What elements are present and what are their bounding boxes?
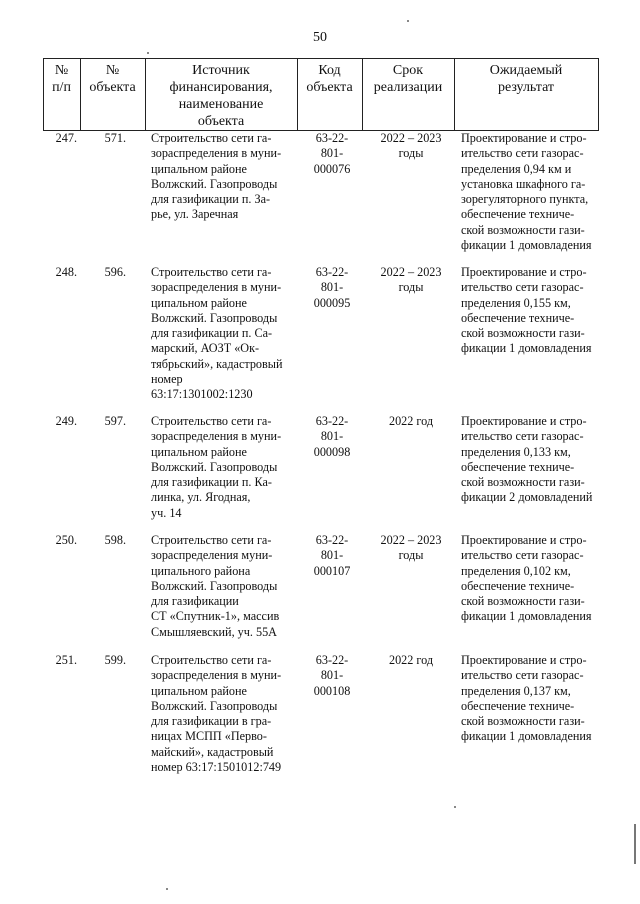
scan-speck: [147, 52, 149, 54]
object-number: 598.: [104, 533, 126, 547]
implementation-term: 2022 год: [388, 414, 434, 428]
object-name: Строительство сети га- зораспределения муни- ципального района Волжский. Газопроводы для газификации СТ «Спутник-1», массив Смышляевский, уч. 55А: [151, 533, 280, 639]
row-number: 250.: [55, 533, 77, 547]
header-term: Срок реализации: [373, 63, 443, 95]
implementation-term: 2022 – 2023 годы: [380, 533, 442, 563]
expected-result: Проектирование и стро- ительство сети газорас- пределения 0,155 км, обеспечение техниче- ской возможности гази- фикации 1 домовладения: [461, 265, 592, 356]
row-number: 249.: [55, 414, 77, 428]
implementation-term: 2022 – 2023 годы: [380, 265, 442, 295]
expected-result: Проектирование и стро- ительство сети газорас- пределения 0,133 км, обеспечение техниче- ской возможности гази- фикации 2 домовладений: [461, 414, 593, 505]
header-code: Код объекта: [306, 63, 353, 95]
expected-result: Проектирование и стро- ительство сети газорас- пределения 0,137 км, обеспечение техниче- ской возможности гази- фикации 1 домовладения: [461, 653, 592, 744]
object-code: 63-22- 801- 000098: [313, 414, 351, 459]
header-top-border: [43, 58, 599, 59]
object-code: 63-22- 801- 000108: [313, 653, 351, 698]
header-object-number: № объекта: [89, 63, 136, 95]
expected-result: Проектирование и стро- ительство сети газорас- пределения 0,102 км, обеспечение техниче- ской возможности гази- фикации 1 домовладения: [461, 533, 592, 624]
object-code: 63-22- 801- 000095: [313, 265, 351, 310]
row-number: 251.: [55, 653, 77, 667]
expected-result: Проектирование и стро- ительство сети газорас- пределения 0,94 км и установка шкафного га- зорегуляторного пункта, обеспечение техниче- ской возможности гази- фикации 1 домовладения: [461, 131, 592, 253]
object-code: 63-22- 801- 000107: [313, 533, 351, 578]
header-num: № п/п: [52, 63, 71, 95]
header-source: Источник финансирования, наименование объекта: [169, 63, 273, 129]
header-result: Ожидаемый результат: [489, 63, 563, 95]
object-name: Строительство сети га- зораспределения в муни- ципальном районе Волжский. Газопроводы для газификации п. Ка- линка, ул. Ягодная, уч. 14: [151, 414, 282, 520]
object-code: 63-22- 801- 000076: [313, 131, 351, 176]
page-number: 50: [313, 30, 327, 45]
scan-edge-mark: [634, 824, 636, 864]
object-number: 597.: [104, 414, 126, 428]
object-number: 596.: [104, 265, 126, 279]
object-name: Строительство сети га- зораспределения в муни- ципальном районе Волжский. Газопроводы для газификации п. За- рье, ул. Заречная: [151, 131, 282, 222]
scan-speck: [454, 806, 456, 808]
implementation-term: 2022 год: [388, 653, 434, 667]
col-border-6: [598, 58, 599, 131]
object-number: 571.: [104, 131, 126, 145]
scan-speck: [166, 888, 168, 890]
object-name: Строительство сети га- зораспределения в муни- ципальном районе Волжский. Газопроводы для газификации в гра- ницах МСПП «Перво- майский», кадастровый номер 63:17:1501012:749: [151, 653, 282, 775]
implementation-term: 2022 – 2023 годы: [380, 131, 442, 161]
object-name: Строительство сети га- зораспределения в муни- ципальном районе Волжский. Газопроводы для газификации п. Са- марский, АОЗТ «Ок- тябрьский», кадастровый номер 63:17:1301002:1230: [151, 265, 283, 402]
object-number: 599.: [104, 653, 126, 667]
row-number: 247.: [55, 131, 77, 145]
scan-speck: [407, 20, 409, 22]
row-number: 248.: [55, 265, 77, 279]
